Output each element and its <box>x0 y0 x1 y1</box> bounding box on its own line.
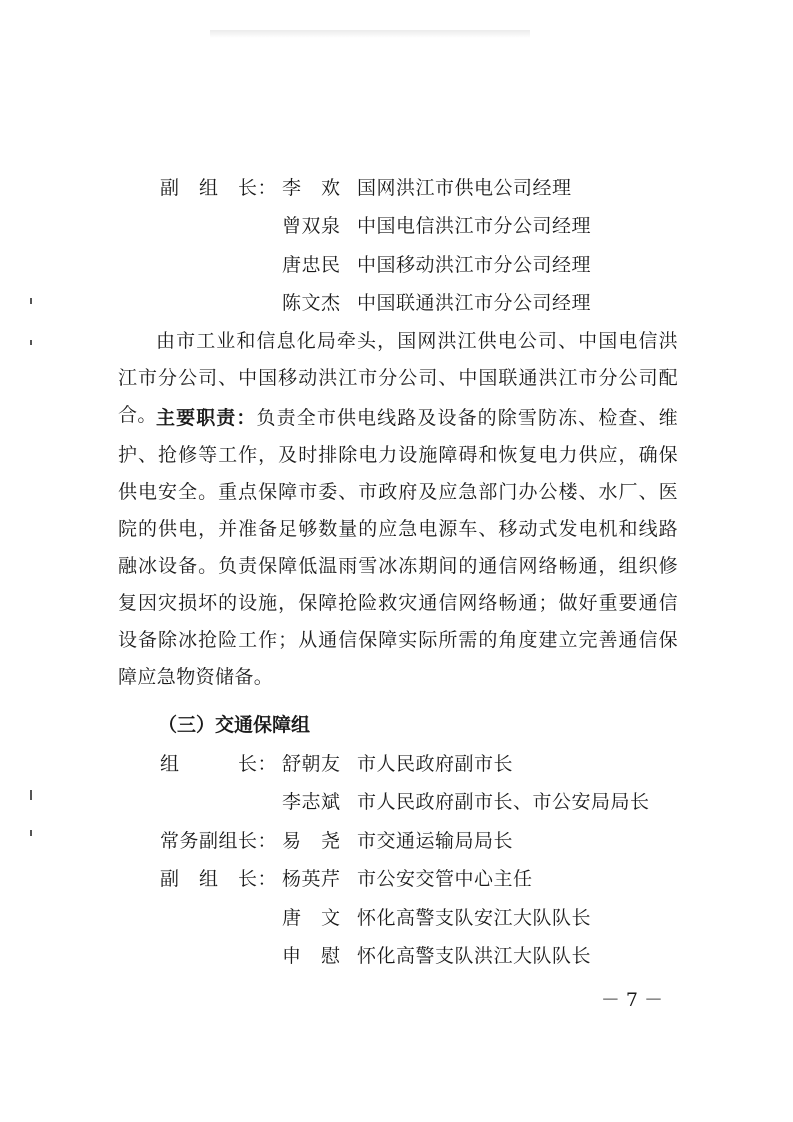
member-position: 市人民政府副市长、市公安局局长 <box>357 791 650 813</box>
member-name: 唐 文 <box>282 907 341 929</box>
margin-mark <box>30 790 32 800</box>
margin-mark <box>30 298 32 304</box>
member-name: 申 慰 <box>282 945 341 967</box>
page-number: － 7 － <box>600 989 663 1011</box>
member-name: 唐忠民 <box>282 254 341 276</box>
member-name: 李 欢 <box>282 177 341 199</box>
duty-text: 负责全市供电线路及设备的除雪防冻、检查、维护、抢修等工作，及时排除电力设施障碍和恢复电力供应，确保供电安全。重点保障市委、市政府及应急部门办公楼、水厂、医院的供电，并准备足够数量的应急电源车、移动式发电机和线路融冰设备。负责保障低温雨雪冰冻期间的通信网络畅通，组织修复因灾损坏的设施，保障抢险救灾通信网络畅通；做好重要通信设备除冰抢险工作；从通信保障实际所需的角度建立完善通信保障应急物资储备。 <box>118 407 678 688</box>
member-name: 李志斌 <box>282 791 341 813</box>
duty-label: 主要职责： <box>156 407 257 429</box>
scan-shadow <box>210 30 530 38</box>
member-position: 市交通运输局局长 <box>357 830 514 852</box>
member-position: 中国移动洪江市分公司经理 <box>357 254 592 276</box>
member-name: 舒朝友 <box>282 753 341 775</box>
member-position: 怀化高警支队洪江大队队长 <box>357 945 592 967</box>
member-name: 杨英芹 <box>282 868 341 890</box>
member-name: 曾双泉 <box>282 215 341 237</box>
member-position: 市公安交管中心主任 <box>357 868 533 890</box>
member-role: 副 组 长： <box>160 177 278 199</box>
member-name: 易 尧 <box>282 830 341 852</box>
member-role: 组 长： <box>160 753 278 775</box>
lead-paragraph: 由市工业和信息化局牵头，国网洪江供电公司、中国电信洪江市分公司、中国移动洪江市分公司、中国联通洪江市分公司配合。 <box>118 330 678 426</box>
member-position: 中国联通洪江市分公司经理 <box>357 292 592 314</box>
section-heading: （三）交通保障组 <box>158 714 311 736</box>
member-position: 中国电信洪江市分公司经理 <box>357 215 592 237</box>
member-position: 国网洪江市供电公司经理 <box>357 177 572 199</box>
member-role: 副 组 长： <box>160 868 278 890</box>
member-position: 市人民政府副市长 <box>357 753 514 775</box>
member-position: 怀化高警支队安江大队队长 <box>357 907 592 929</box>
margin-mark <box>30 340 32 345</box>
member-name: 陈文杰 <box>282 292 341 314</box>
margin-mark <box>30 830 32 836</box>
duty-paragraph <box>118 400 678 696</box>
member-role: 常务副组长： <box>160 830 278 852</box>
